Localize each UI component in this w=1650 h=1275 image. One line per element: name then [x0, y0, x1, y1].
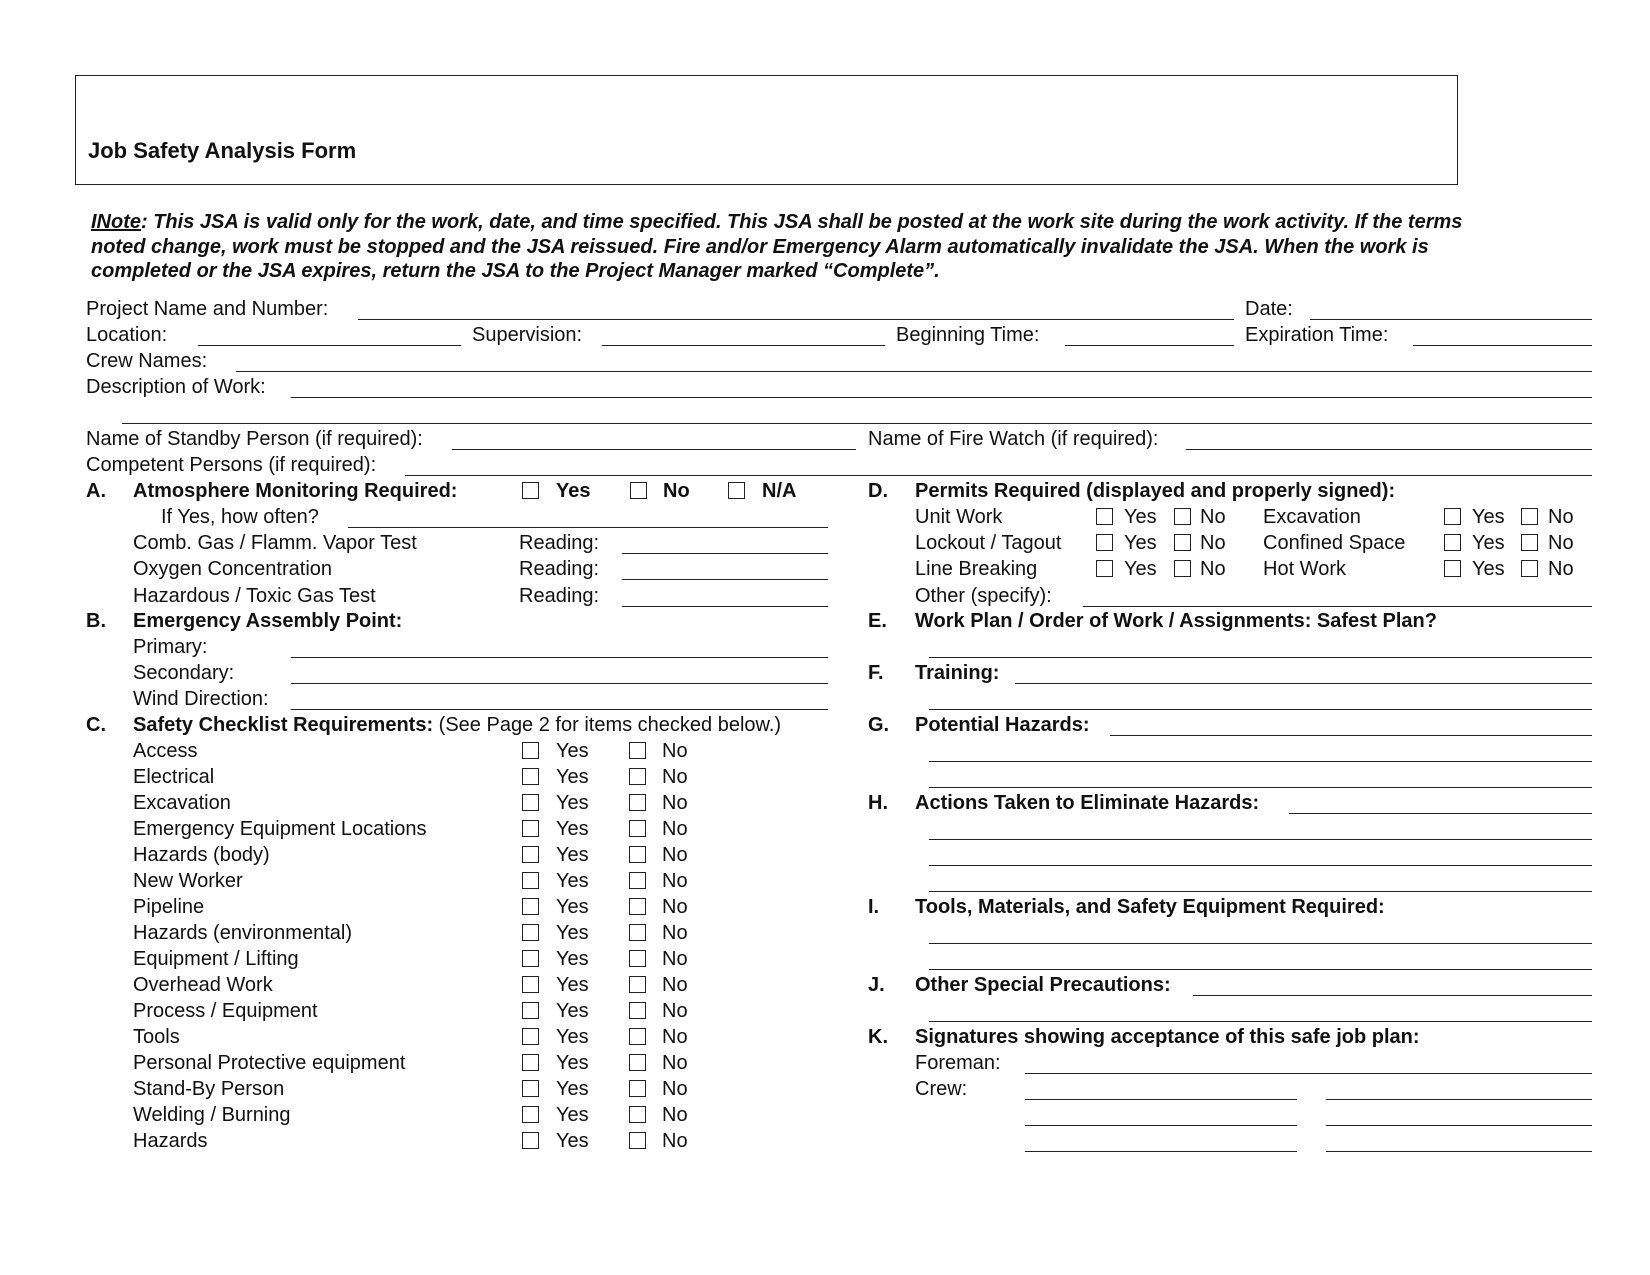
section-h-title: Actions Taken to Eliminate Hazards:: [915, 792, 1260, 814]
project-name-field[interactable]: [358, 319, 1234, 320]
checklist-yes-checkbox[interactable]: [522, 1054, 539, 1071]
checklist-yes-checkbox[interactable]: [522, 898, 539, 915]
checklist-yes-label: Yes: [556, 818, 589, 840]
supervision-field[interactable]: [602, 345, 885, 346]
checklist-yes-checkbox[interactable]: [522, 950, 539, 967]
checklist-item-label: New Worker: [133, 870, 243, 892]
primary-field[interactable]: [291, 657, 828, 658]
section-b-letter: B.: [86, 610, 106, 632]
checklist-yes-checkbox[interactable]: [522, 976, 539, 993]
section-e-letter: E.: [868, 610, 887, 632]
checklist-no-checkbox[interactable]: [629, 976, 646, 993]
lockout-no-checkbox[interactable]: [1174, 534, 1191, 551]
line-breaking-yes-label: Yes: [1124, 558, 1157, 580]
line-breaking-no-checkbox[interactable]: [1174, 560, 1191, 577]
actions-field-line-3[interactable]: [929, 865, 1592, 866]
checklist-item-label: Hazards: [133, 1130, 208, 1152]
checklist-no-label: No: [662, 922, 688, 944]
lockout-yes-label: Yes: [1124, 532, 1157, 554]
supervision-label: Supervision:: [472, 324, 583, 346]
section-k-title: Signatures showing acceptance of this safe job plan:: [915, 1026, 1420, 1048]
atmosphere-no-label: No: [663, 480, 690, 502]
checklist-item-label: Electrical: [133, 766, 215, 788]
section-i-letter: I.: [868, 896, 880, 918]
checklist-no-checkbox[interactable]: [629, 1106, 646, 1123]
competent-label: Competent Persons (if required):: [86, 454, 377, 476]
confined-space-no-checkbox[interactable]: [1521, 534, 1538, 551]
checklist-yes-label: Yes: [556, 1000, 589, 1022]
foreman-label: Foreman:: [915, 1052, 1001, 1074]
note-line-2: noted change, work must be stopped and the JSA reissued. Fire and/or Emergency Alarm automatically invalidate the JSA. When the work is: [91, 235, 1429, 258]
competent-field[interactable]: [405, 475, 1592, 476]
checklist-yes-label: Yes: [556, 1104, 589, 1126]
location-label: Location:: [86, 324, 168, 346]
checklist-no-checkbox[interactable]: [629, 742, 646, 759]
beginning-time-field[interactable]: [1065, 345, 1234, 346]
checklist-no-checkbox[interactable]: [629, 898, 646, 915]
checklist-item-label: Personal Protective equipment: [133, 1052, 406, 1074]
crew-signature-field[interactable]: [1326, 1125, 1592, 1126]
wind-direction-field[interactable]: [291, 709, 828, 710]
hot-work-yes-checkbox[interactable]: [1444, 560, 1461, 577]
section-c-heading: [133, 715, 781, 735]
checklist-no-label: No: [662, 1130, 688, 1152]
permit-lockout: Lockout / Tagout: [915, 532, 1062, 554]
note-line-3: completed or the JSA expires, return the JSA to the Project Manager marked “Complete”.: [91, 260, 940, 282]
section-c-subtitle: (See Page 2 for items checked below.): [438, 714, 782, 736]
other-specify-label: Other (specify):: [915, 585, 1052, 607]
section-h-letter: H.: [868, 792, 888, 814]
reading-field-3[interactable]: [622, 606, 828, 607]
lockout-yes-checkbox[interactable]: [1096, 534, 1113, 551]
date-label: Date:: [1245, 298, 1293, 320]
atmosphere-yes-label: Yes: [556, 480, 591, 502]
hot-work-yes-label: Yes: [1472, 558, 1505, 580]
checklist-yes-label: Yes: [556, 844, 589, 866]
atmosphere-no-checkbox[interactable]: [630, 482, 647, 499]
checklist-item-label: Pipeline: [133, 896, 205, 918]
checklist-no-checkbox[interactable]: [629, 872, 646, 889]
crew-signature-field[interactable]: [1025, 1125, 1297, 1126]
precautions-field[interactable]: [1193, 995, 1592, 996]
section-k-letter: K.: [868, 1026, 888, 1048]
checklist-no-label: No: [662, 740, 688, 762]
section-e-title: Work Plan / Order of Work / Assignments: Safest Plan?: [915, 610, 1437, 632]
checklist-no-label: No: [662, 896, 688, 918]
checklist-yes-checkbox[interactable]: [522, 768, 539, 785]
title-box: [75, 75, 1458, 185]
checklist-no-label: No: [662, 792, 688, 814]
checklist-no-checkbox[interactable]: [629, 820, 646, 837]
checklist-item-label: Tools: [133, 1026, 180, 1048]
unit-work-no-checkbox[interactable]: [1174, 508, 1191, 525]
permit-confined-space: Confined Space: [1263, 532, 1406, 554]
atmosphere-na-checkbox[interactable]: [728, 482, 745, 499]
crew-signature-field[interactable]: [1025, 1099, 1297, 1100]
crew-label: Crew:: [915, 1078, 968, 1100]
section-f-title: Training:: [915, 662, 1000, 684]
checklist-item-label: Excavation: [133, 792, 231, 814]
checklist-yes-label: Yes: [556, 1078, 589, 1100]
checklist-no-checkbox[interactable]: [629, 1132, 646, 1149]
section-c-title: Safety Checklist Requirements:: [133, 714, 434, 736]
training-field[interactable]: [1015, 683, 1592, 684]
checklist-no-checkbox[interactable]: [629, 924, 646, 941]
line-breaking-no-label: No: [1200, 558, 1226, 580]
checklist-yes-checkbox[interactable]: [522, 742, 539, 759]
checklist-yes-checkbox[interactable]: [522, 846, 539, 863]
atmosphere-na-label: N/A: [762, 480, 797, 502]
excavation-no-checkbox[interactable]: [1521, 508, 1538, 525]
note-lead: INote: [91, 211, 141, 233]
reading-label-2: Reading:: [519, 558, 600, 580]
reading-label-3: Reading:: [519, 585, 600, 607]
work-plan-field[interactable]: [929, 657, 1592, 658]
atmosphere-yes-checkbox[interactable]: [522, 482, 539, 499]
section-a-letter: A.: [86, 480, 106, 502]
crew-signature-field[interactable]: [1025, 1151, 1297, 1152]
checklist-yes-label: Yes: [556, 870, 589, 892]
crew-names-label: Crew Names:: [86, 350, 208, 372]
checklist-yes-label: Yes: [556, 974, 589, 996]
standby-field[interactable]: [452, 449, 856, 450]
checklist-yes-label: Yes: [556, 1052, 589, 1074]
expiration-time-field[interactable]: [1413, 345, 1592, 346]
checklist-no-label: No: [662, 948, 688, 970]
checklist-item-label: Emergency Equipment Locations: [133, 818, 427, 840]
unit-work-yes-label: Yes: [1124, 506, 1157, 528]
checklist-no-label: No: [662, 1104, 688, 1126]
checklist-item-label: Hazards (body): [133, 844, 270, 866]
checklist-no-label: No: [662, 1000, 688, 1022]
reading-field-2[interactable]: [622, 579, 828, 580]
reading-field-1[interactable]: [622, 553, 828, 554]
checklist-no-label: No: [662, 818, 688, 840]
checklist-item-label: Equipment / Lifting: [133, 948, 299, 970]
excavation-yes-checkbox[interactable]: [1444, 508, 1461, 525]
crew-names-field[interactable]: [236, 371, 1592, 372]
checklist-no-checkbox[interactable]: [629, 1054, 646, 1071]
checklist-no-checkbox[interactable]: [629, 1028, 646, 1045]
line-breaking-yes-checkbox[interactable]: [1096, 560, 1113, 577]
checklist-yes-checkbox[interactable]: [522, 924, 539, 941]
date-field[interactable]: [1310, 319, 1592, 320]
checklist-yes-label: Yes: [556, 766, 589, 788]
expiration-time-label: Expiration Time:: [1245, 324, 1389, 346]
foreman-signature-field[interactable]: [1025, 1073, 1592, 1074]
unit-work-no-label: No: [1200, 506, 1226, 528]
wind-direction-label: Wind Direction:: [133, 688, 269, 710]
project-name-label: Project Name and Number:: [86, 298, 329, 320]
lockout-no-label: No: [1200, 532, 1226, 554]
note-line-1: : This JSA is valid only for the work, date, and time specified. This JSA shall be posted at the work site during the work activity. If the terms: [141, 211, 1463, 233]
test-comb-gas: Comb. Gas / Flamm. Vapor Test: [133, 532, 417, 554]
checklist-item-label: Access: [133, 740, 198, 762]
section-j-title: Other Special Precautions:: [915, 974, 1171, 996]
crew-signature-field[interactable]: [1326, 1099, 1592, 1100]
checklist-yes-checkbox[interactable]: [522, 1106, 539, 1123]
checklist-no-checkbox[interactable]: [629, 1080, 646, 1097]
excavation-no-label: No: [1548, 506, 1574, 528]
form-title: Job Safety Analysis Form: [88, 138, 357, 163]
checklist-yes-label: Yes: [556, 740, 589, 762]
checklist-yes-checkbox[interactable]: [522, 872, 539, 889]
permit-unit-work: Unit Work: [915, 506, 1003, 528]
checklist-no-checkbox[interactable]: [629, 768, 646, 785]
test-oxygen: Oxygen Concentration: [133, 558, 333, 580]
secondary-label: Secondary:: [133, 662, 235, 684]
how-often-label: If Yes, how often?: [161, 506, 319, 528]
section-i-title: Tools, Materials, and Safety Equipment Required:: [915, 896, 1385, 918]
other-specify-field[interactable]: [1083, 606, 1592, 607]
excavation-yes-label: Yes: [1472, 506, 1505, 528]
checklist-item-label: Stand-By Person: [133, 1078, 285, 1100]
checklist-no-label: No: [662, 1052, 688, 1074]
checklist-yes-checkbox[interactable]: [522, 820, 539, 837]
fire-watch-field[interactable]: [1186, 449, 1592, 450]
potential-hazards-field-line-3[interactable]: [929, 787, 1592, 788]
checklist-no-label: No: [662, 766, 688, 788]
checklist-no-label: No: [662, 870, 688, 892]
hot-work-no-label: No: [1548, 558, 1574, 580]
checklist-yes-checkbox[interactable]: [522, 1132, 539, 1149]
checklist-no-checkbox[interactable]: [629, 846, 646, 863]
section-c-letter: C.: [86, 714, 106, 736]
tools-field-line-2[interactable]: [929, 969, 1592, 970]
checklist-yes-checkbox[interactable]: [522, 1080, 539, 1097]
standby-label: Name of Standby Person (if required):: [86, 428, 423, 450]
hot-work-no-checkbox[interactable]: [1521, 560, 1538, 577]
test-toxic-gas: Hazardous / Toxic Gas Test: [133, 585, 376, 607]
how-often-field[interactable]: [348, 527, 828, 528]
checklist-yes-label: Yes: [556, 948, 589, 970]
potential-hazards-field-line-2[interactable]: [929, 761, 1592, 762]
checklist-yes-checkbox[interactable]: [522, 794, 539, 811]
section-j-letter: J.: [868, 974, 885, 996]
training-field-line-2[interactable]: [929, 709, 1592, 710]
checklist-yes-label: Yes: [556, 792, 589, 814]
crew-signature-field[interactable]: [1326, 1151, 1592, 1152]
actions-field-line-4[interactable]: [929, 891, 1592, 892]
validity-note: [91, 210, 1591, 284]
section-f-letter: F.: [868, 662, 884, 684]
permit-line-breaking: Line Breaking: [915, 558, 1038, 580]
checklist-no-checkbox[interactable]: [629, 794, 646, 811]
section-b-title: Emergency Assembly Point:: [133, 610, 403, 632]
checklist-no-checkbox[interactable]: [629, 950, 646, 967]
permit-excavation: Excavation: [1263, 506, 1361, 528]
confined-space-yes-label: Yes: [1472, 532, 1505, 554]
permit-hot-work: Hot Work: [1263, 558, 1346, 580]
beginning-time-label: Beginning Time:: [896, 324, 1040, 346]
section-a-title: Atmosphere Monitoring Required:: [133, 480, 458, 502]
section-d-letter: D.: [868, 480, 888, 502]
fire-watch-label: Name of Fire Watch (if required):: [868, 428, 1159, 450]
description-label: Description of Work:: [86, 376, 266, 398]
confined-space-yes-checkbox[interactable]: [1444, 534, 1461, 551]
location-field[interactable]: [198, 345, 461, 346]
checklist-yes-label: Yes: [556, 1130, 589, 1152]
checklist-item-label: Welding / Burning: [133, 1104, 291, 1126]
checklist-no-label: No: [662, 1078, 688, 1100]
reading-label-1: Reading:: [519, 532, 600, 554]
checklist-item-label: Overhead Work: [133, 974, 273, 996]
checklist-yes-label: Yes: [556, 922, 589, 944]
actions-field[interactable]: [1289, 813, 1592, 814]
checklist-no-label: No: [662, 974, 688, 996]
potential-hazards-field[interactable]: [1110, 735, 1592, 736]
checklist-yes-checkbox[interactable]: [522, 1028, 539, 1045]
tools-field[interactable]: [929, 943, 1592, 944]
checklist-item-label: Process / Equipment: [133, 1000, 318, 1022]
checklist-no-label: No: [662, 1026, 688, 1048]
checklist-yes-label: Yes: [556, 1026, 589, 1048]
description-field-line-2[interactable]: [122, 423, 1592, 424]
checklist-yes-checkbox[interactable]: [522, 1002, 539, 1019]
checklist-yes-label: Yes: [556, 896, 589, 918]
checklist-item-label: Hazards (environmental): [133, 922, 352, 944]
unit-work-yes-checkbox[interactable]: [1096, 508, 1113, 525]
secondary-field[interactable]: [291, 683, 828, 684]
description-field[interactable]: [291, 397, 1592, 398]
section-d-title: Permits Required (displayed and properly signed):: [915, 480, 1396, 502]
actions-field-line-2[interactable]: [929, 839, 1592, 840]
checklist-no-checkbox[interactable]: [629, 1002, 646, 1019]
checklist-no-label: No: [662, 844, 688, 866]
section-g-title: Potential Hazards:: [915, 714, 1090, 736]
precautions-field-line-2[interactable]: [929, 1021, 1592, 1022]
primary-label: Primary:: [133, 636, 208, 658]
confined-space-no-label: No: [1548, 532, 1574, 554]
section-g-letter: G.: [868, 714, 890, 736]
